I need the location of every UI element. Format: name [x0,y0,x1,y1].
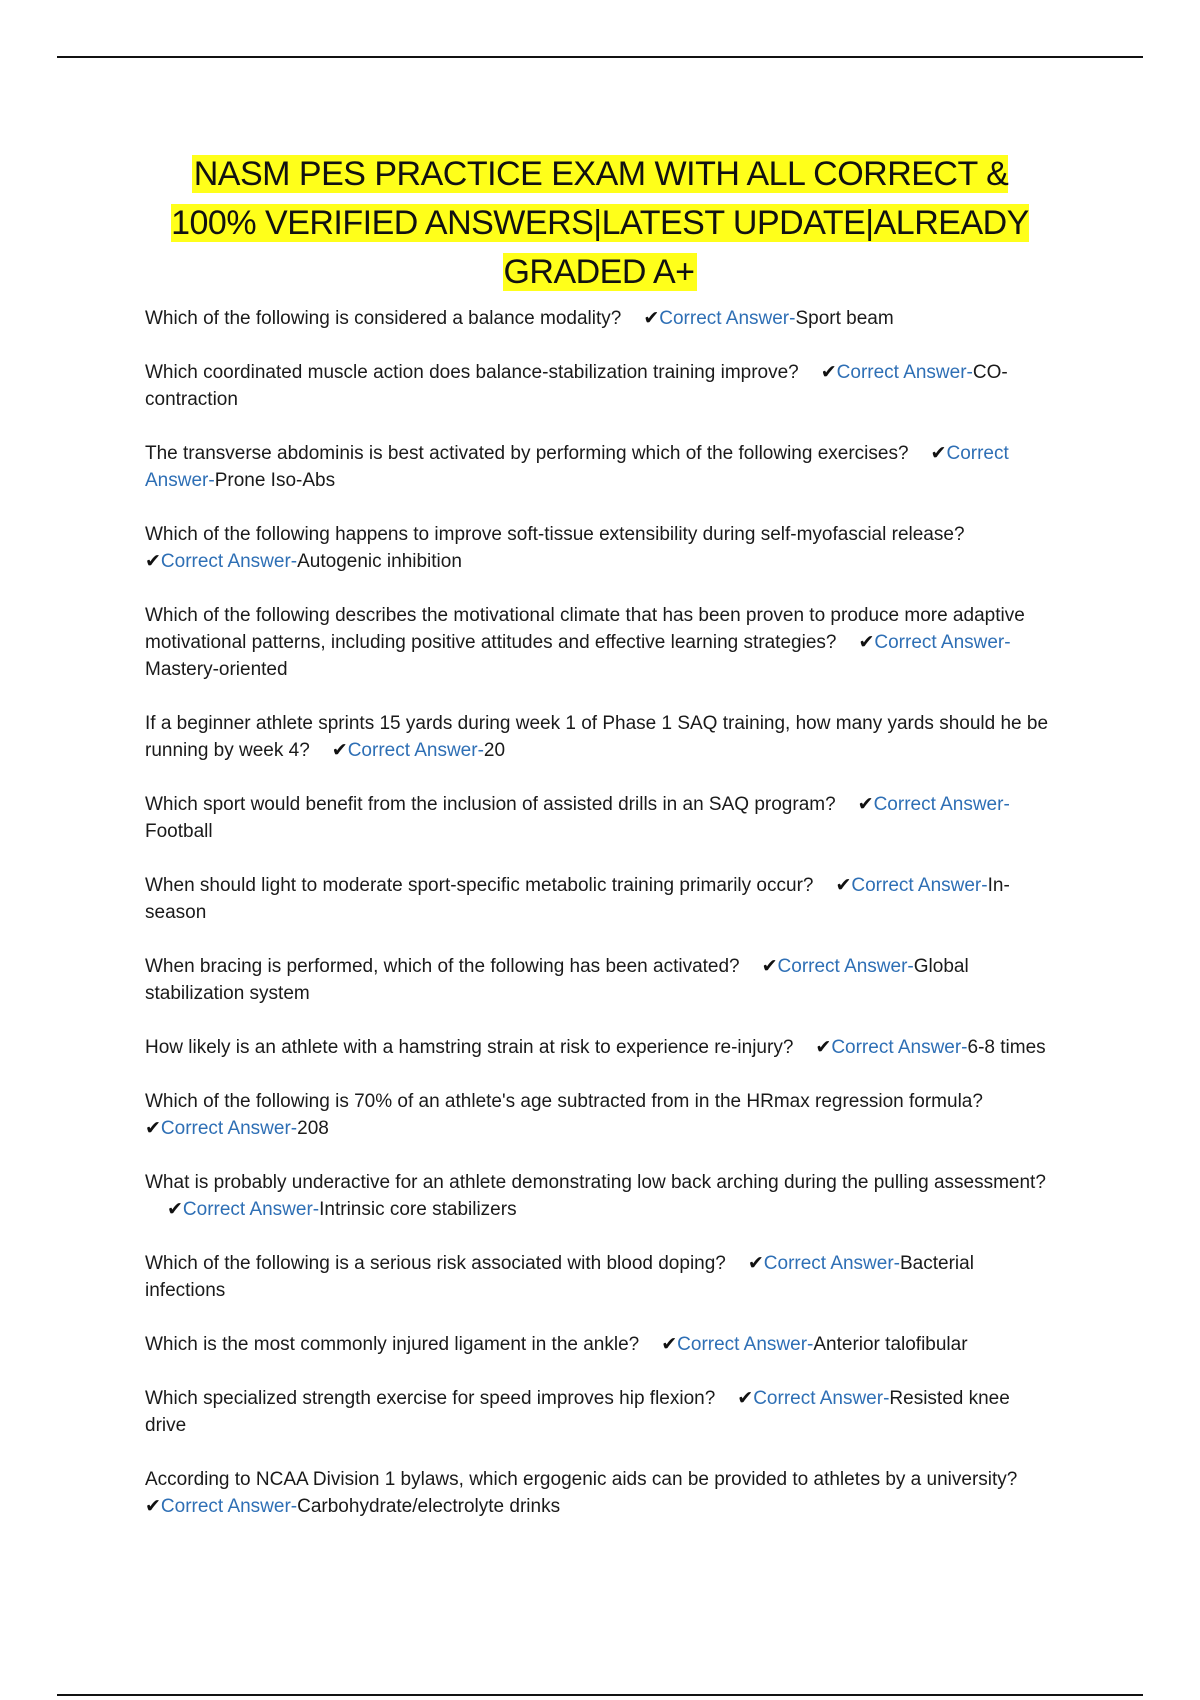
answer-label: Correct Answer- [160,1118,298,1139]
answer-label: Correct Answer- [831,1037,968,1058]
answer-text: Resisted knee drive [145,1388,1010,1436]
answer-text: Sport beam [795,308,894,329]
checkmark-icon: ✔ [820,362,837,383]
qa-item [145,872,1055,926]
question-text: Which specialized strength exercise for speed improves hip flexion? [145,1388,716,1409]
checkmark-icon: ✔ [643,308,660,329]
document-body [145,150,1055,1547]
answer-text: Carbohydrate/electrolyte drinks [297,1496,561,1517]
checkmark-icon: ✔ [167,1199,183,1220]
qa-item [145,602,1055,683]
question-text: If a beginner athlete sprints 15 yards during week 1 of Phase 1 SAQ training, how many yards should he be running by week 4? [145,713,1049,761]
question-text: Which of the following happens to improve soft-tissue extensibility during self-myofascial release? [145,524,965,545]
answer-label: Correct Answer- [659,308,796,329]
qa-item [145,1169,1055,1223]
checkmark-icon: ✔ [331,740,348,761]
qa-item [145,440,1055,494]
qa-item [145,305,1055,332]
qa-item [145,359,1055,413]
answer-text: Anterior talofibular [813,1334,968,1355]
question-text: Which of the following describes the motivational climate that has been proven to produce more adaptive motivational patterns, including positive attitudes and effective learning strategies? [145,605,1025,653]
question-text: How likely is an athlete with a hamstring strain at risk to experience re-injury? [145,1037,794,1058]
qa-item [145,1331,1055,1358]
qa-item [145,1250,1055,1304]
answer-label: Correct Answer- [836,362,973,383]
checkmark-icon: ✔ [930,443,947,464]
answer-label: Correct Answer- [873,794,1010,815]
answer-label: Correct Answer- [753,1388,890,1409]
answer-label: Correct Answer- [182,1199,320,1220]
answer-text: Bacterial infections [145,1253,974,1301]
checkmark-icon: ✔ [761,956,778,977]
answer-text: In-season [145,875,1010,923]
qa-item [145,521,1055,575]
answer-text: Autogenic inhibition [297,551,462,572]
question-text: Which of the following is 70% of an athlete's age subtracted from in the HRmax regression formula? [145,1091,983,1112]
checkmark-icon: ✔ [145,1496,161,1517]
answer-label: Correct Answer- [851,875,988,896]
answer-label: Correct Answer- [677,1334,814,1355]
qa-item [145,1088,1055,1142]
checkmark-icon: ✔ [737,1388,754,1409]
answer-label: Correct Answer- [160,1496,298,1517]
answer-text: Mastery-oriented [145,659,288,680]
question-text: Which of the following is a serious risk associated with blood doping? [145,1253,726,1274]
checkmark-icon: ✔ [815,1037,832,1058]
answer-text: Football [145,821,213,842]
checkmark-icon: ✔ [747,1253,764,1274]
question-text: When bracing is performed, which of the following has been activated? [145,956,740,977]
checkmark-icon: ✔ [857,794,874,815]
answer-label: Correct Answer- [777,956,914,977]
answer-label: Correct Answer- [160,551,298,572]
question-text: Which of the following is considered a balance modality? [145,308,622,329]
question-text: What is probably underactive for an athlete demonstrating low back arching during the pulling assessment? [145,1172,1046,1193]
answer-label: Correct Answer- [145,443,1009,491]
checkmark-icon: ✔ [145,1118,161,1139]
answer-text: CO-contraction [145,362,1008,410]
answer-label: Correct Answer- [874,632,1011,653]
document-title [145,150,1055,297]
qa-item [145,1385,1055,1439]
answer-text: 208 [297,1118,329,1139]
answer-label: Correct Answer- [347,740,484,761]
header-rule [57,56,1143,58]
qa-list [145,305,1055,1520]
answer-text: Prone Iso-Abs [214,470,336,491]
question-text: Which sport would benefit from the inclusion of assisted drills in an SAQ program? [145,794,836,815]
answer-text: Global stabilization system [145,956,969,1004]
qa-item [145,791,1055,845]
answer-text: 6-8 times [967,1037,1046,1058]
answer-text: 20 [483,740,506,761]
qa-item [145,710,1055,764]
question-text: The transverse abdominis is best activated by performing which of the following exercises? [145,443,909,464]
footer-rule [57,1694,1143,1696]
answer-text: Intrinsic core stabilizers [319,1199,517,1220]
title-highlight: NASM PES PRACTICE EXAM WITH ALL CORRECT & 100% VERIFIED ANSWERS|LATEST UPDATE|ALREADY GRADED A+ [171,155,1029,291]
checkmark-icon: ✔ [661,1334,678,1355]
question-text: When should light to moderate sport-specific metabolic training primarily occur? [145,875,814,896]
checkmark-icon: ✔ [835,875,852,896]
qa-item [145,1034,1055,1061]
qa-item [145,1466,1055,1520]
answer-label: Correct Answer- [763,1253,900,1274]
question-text: Which coordinated muscle action does balance-stabilization training improve? [145,362,799,383]
question-text: Which is the most commonly injured ligament in the ankle? [145,1334,640,1355]
checkmark-icon: ✔ [145,551,161,572]
checkmark-icon: ✔ [858,632,875,653]
qa-item [145,953,1055,1007]
question-text: According to NCAA Division 1 bylaws, which ergogenic aids can be provided to athletes by a university? [145,1469,1018,1490]
